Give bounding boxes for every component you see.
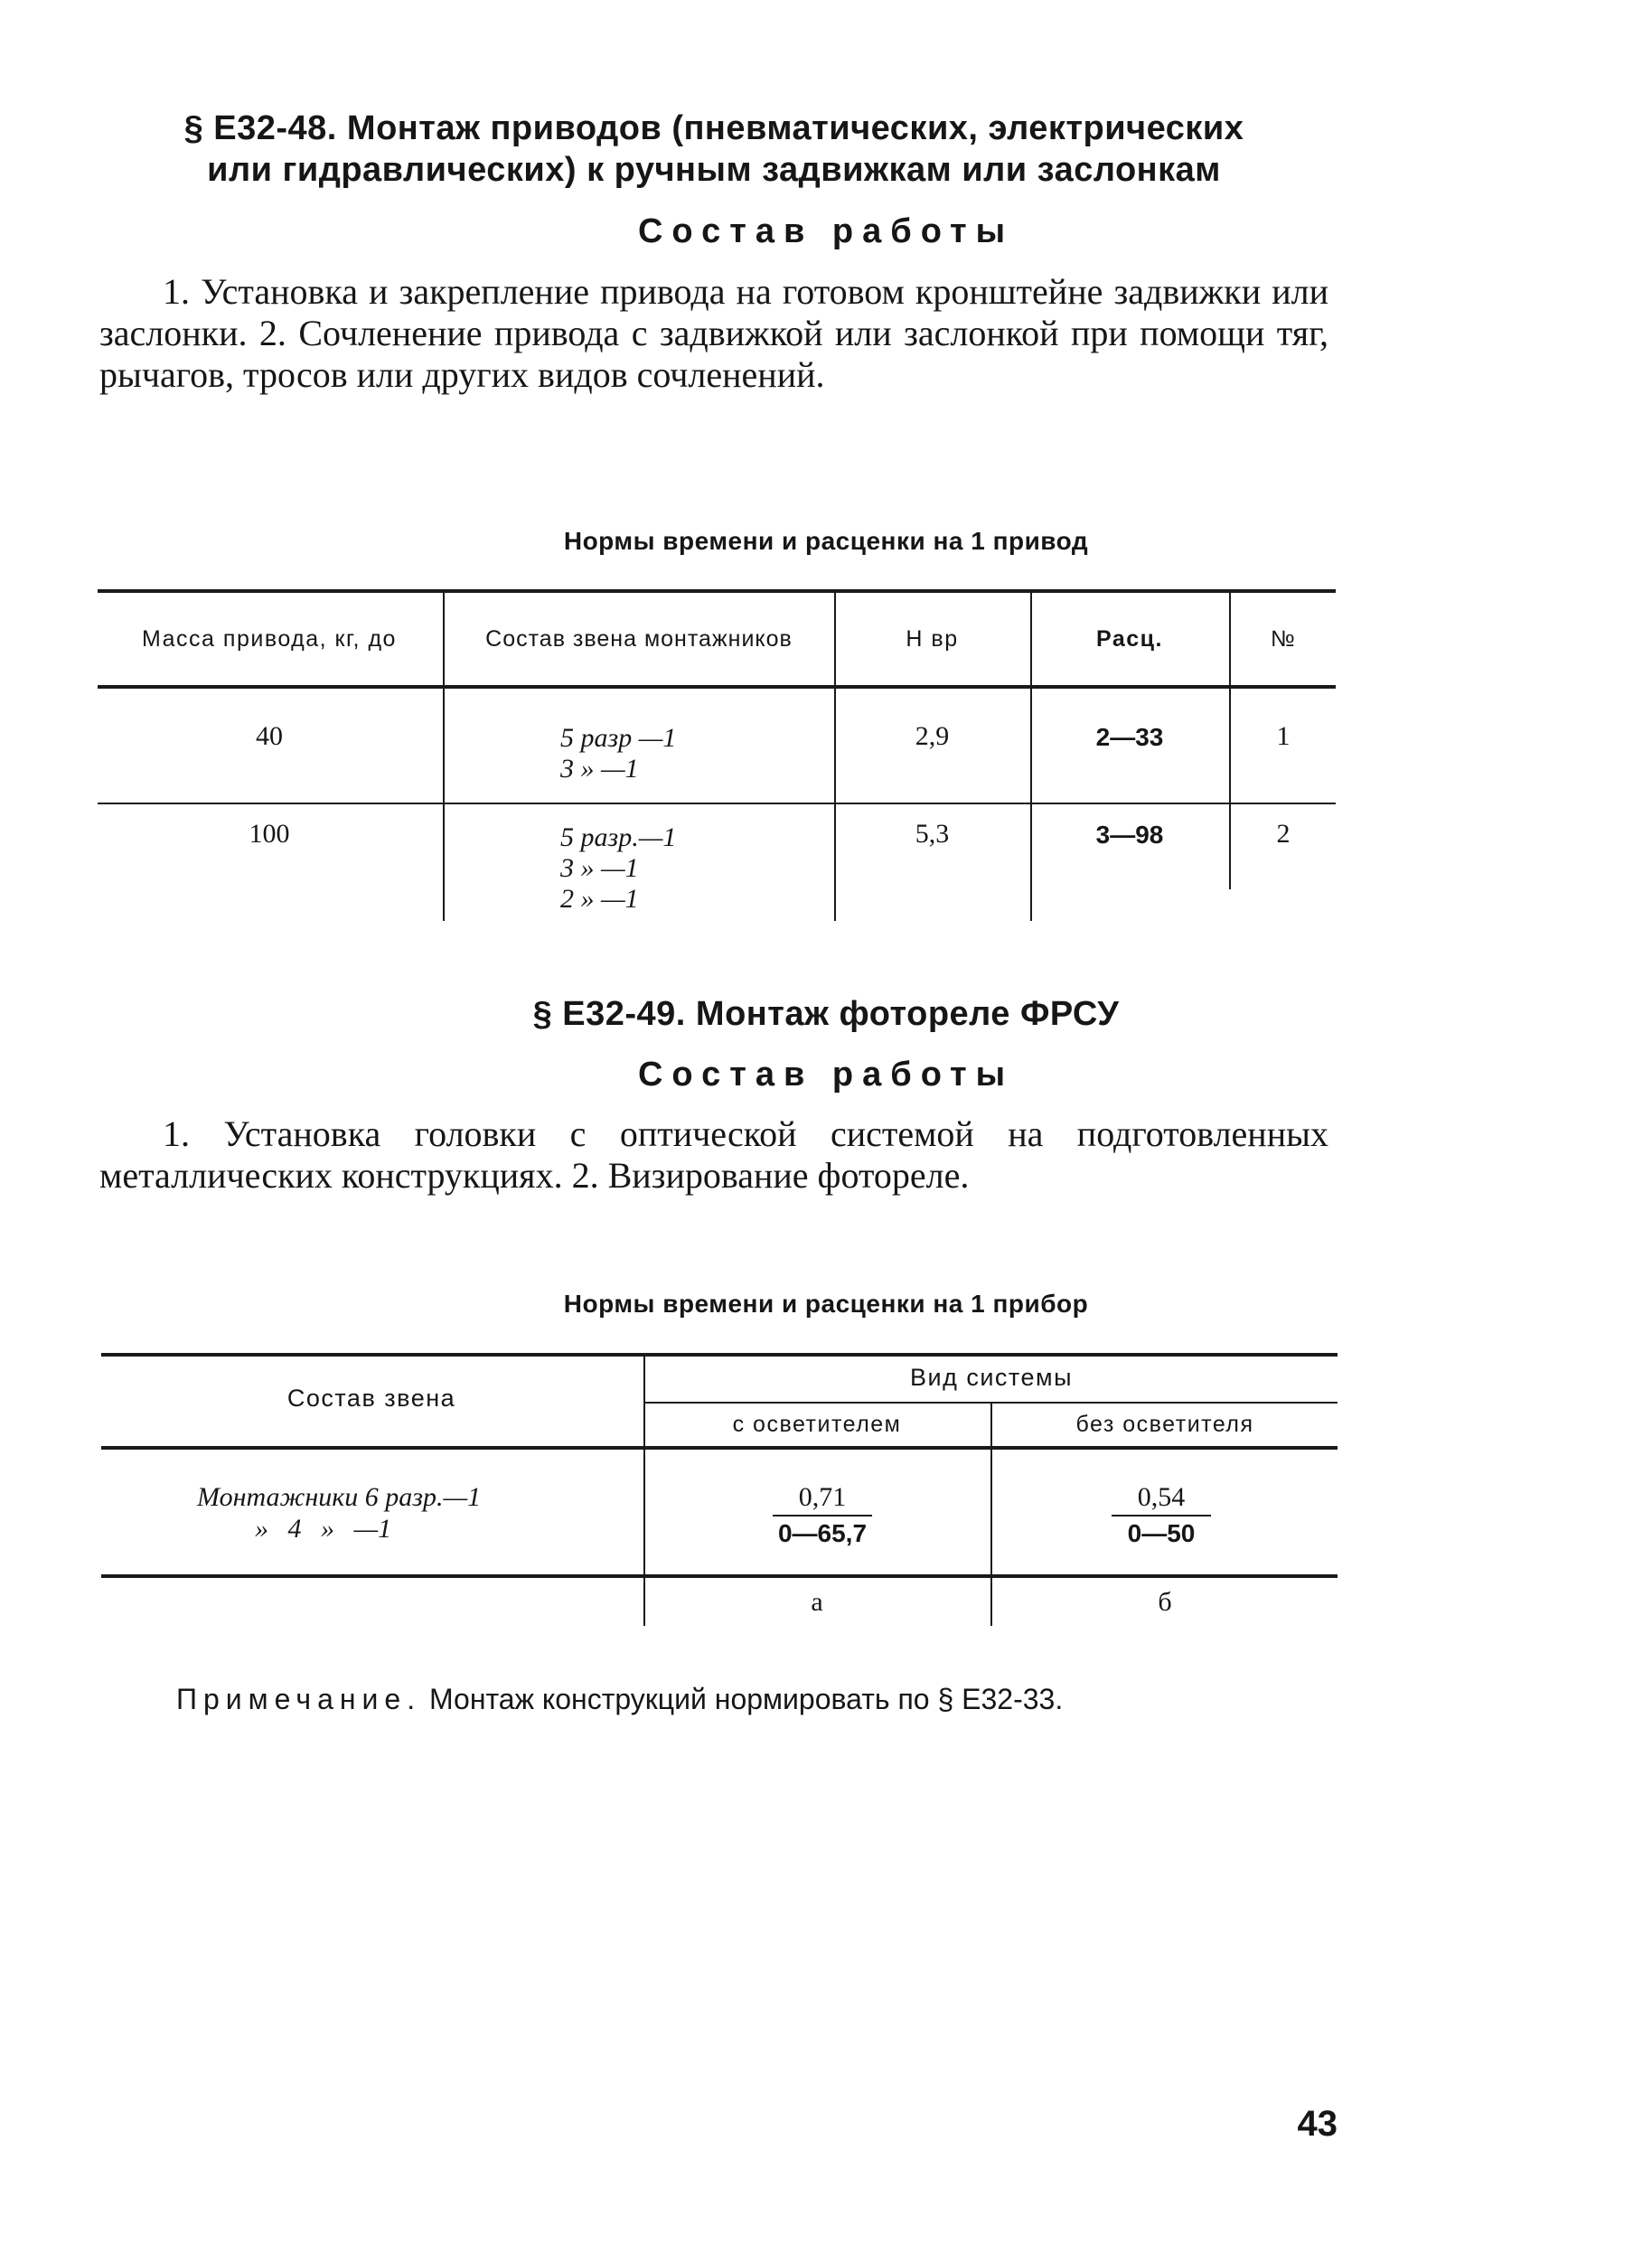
table2-crew-1: Монтажники 6 разр.—1 xyxy=(197,1482,482,1512)
table1-row2-num: 2 xyxy=(1276,819,1291,849)
section1-subtitle: Состав работы xyxy=(637,212,1015,250)
table1-top-rule xyxy=(98,589,1336,593)
table2-crew-2: » 4 » —1 xyxy=(255,1514,392,1544)
note xyxy=(176,1683,1351,1716)
section1-title-line2: или гидравлических) к ручным задвижкам или заслонкам xyxy=(207,151,1221,189)
table2-header-col-a: с осветителем xyxy=(732,1412,902,1437)
table2-col-b-fraction-bar xyxy=(1112,1515,1211,1516)
table2-col-a-rate: 0—65,7 xyxy=(777,1519,868,1547)
table1-caption: Нормы времени и расценки на 1 привод xyxy=(563,527,1089,555)
note-text: Монтаж конструкций нормировать по § Е32-33. xyxy=(429,1683,1064,1715)
table2-col-a-fraction xyxy=(759,1482,886,1549)
table2-col-a-fraction-bar xyxy=(773,1515,872,1516)
table2-top-rule xyxy=(101,1353,1338,1357)
table1-header-num: № xyxy=(1270,626,1297,652)
table2-header-group: Вид системы xyxy=(910,1364,1073,1391)
table1-row1-mass: 40 xyxy=(256,721,283,751)
table2-col-a-norm: 0,71 xyxy=(798,1482,847,1512)
table1-row-rule xyxy=(98,803,1336,804)
table2-col-b-fraction xyxy=(1103,1482,1220,1549)
table2-footer-b: б xyxy=(1158,1587,1172,1617)
section2-title: § Е32-49. Монтаж фотореле ФРСУ xyxy=(532,995,1120,1033)
table2-caption: Нормы времени и расценки на 1 прибор xyxy=(563,1290,1089,1318)
table1-row2-rate: 3—98 xyxy=(1095,821,1164,849)
table1-header-nvr: Н вр xyxy=(906,626,959,652)
table2-col-b-rate: 0—50 xyxy=(1127,1519,1196,1547)
table1-row1-crew-2: 3 » —1 xyxy=(560,754,639,784)
table1-row1-rate: 2—33 xyxy=(1095,723,1164,751)
table1-row1-num: 1 xyxy=(1276,721,1291,751)
table1-row2-crew-1: 5 разр.—1 xyxy=(560,822,677,852)
table1-header-mass: Масса привода, кг, до xyxy=(142,626,397,652)
table2-vline-1 xyxy=(643,1355,645,1626)
table1-row2-nvr: 5,3 xyxy=(915,819,950,849)
section1-title-line1: § Е32-48. Монтаж приводов (пневматических, электрических xyxy=(183,109,1244,147)
table2-header-crew: Состав звена xyxy=(286,1385,456,1412)
section2-subtitle: Состав работы xyxy=(637,1056,1015,1094)
section1-text: 1. Установка и закрепление привода на готовом кронштейне задвижки или заслонки. 2. Сочленение привода с задвижкой или заслонкой при помощи тяг, рычагов, тросов или других видов сочленений. xyxy=(99,271,1328,395)
table2-col-b-norm: 0,54 xyxy=(1137,1482,1186,1512)
table2-bottom-rule xyxy=(101,1574,1338,1578)
note-label: Примечание. xyxy=(176,1683,422,1715)
table2-header-col-b: без осветителя xyxy=(1075,1412,1254,1437)
table1-header-rule xyxy=(98,685,1336,689)
table1-vline-1 xyxy=(443,591,445,921)
table1-row2-mass: 100 xyxy=(249,819,290,849)
table1-row2-crew-2: 3 » —1 xyxy=(560,853,639,883)
table1-row1-crew-1: 5 разр —1 xyxy=(560,723,677,753)
table2-header-rule xyxy=(101,1446,1338,1450)
table2-footer-a: а xyxy=(811,1587,823,1617)
page-number: 43 xyxy=(1297,2104,1338,2144)
table1-row2-crew-3: 2 » —1 xyxy=(560,884,639,914)
section2-text: 1. Установка головки с оптической системой на подготовленных металлических конструкциях. 2. Визирование фотореле. xyxy=(99,1113,1328,1196)
table1-row1-nvr: 2,9 xyxy=(915,721,950,751)
table1-header-crew: Состав звена монтажников xyxy=(485,626,793,652)
table1-header-rate: Расц. xyxy=(1096,626,1163,652)
